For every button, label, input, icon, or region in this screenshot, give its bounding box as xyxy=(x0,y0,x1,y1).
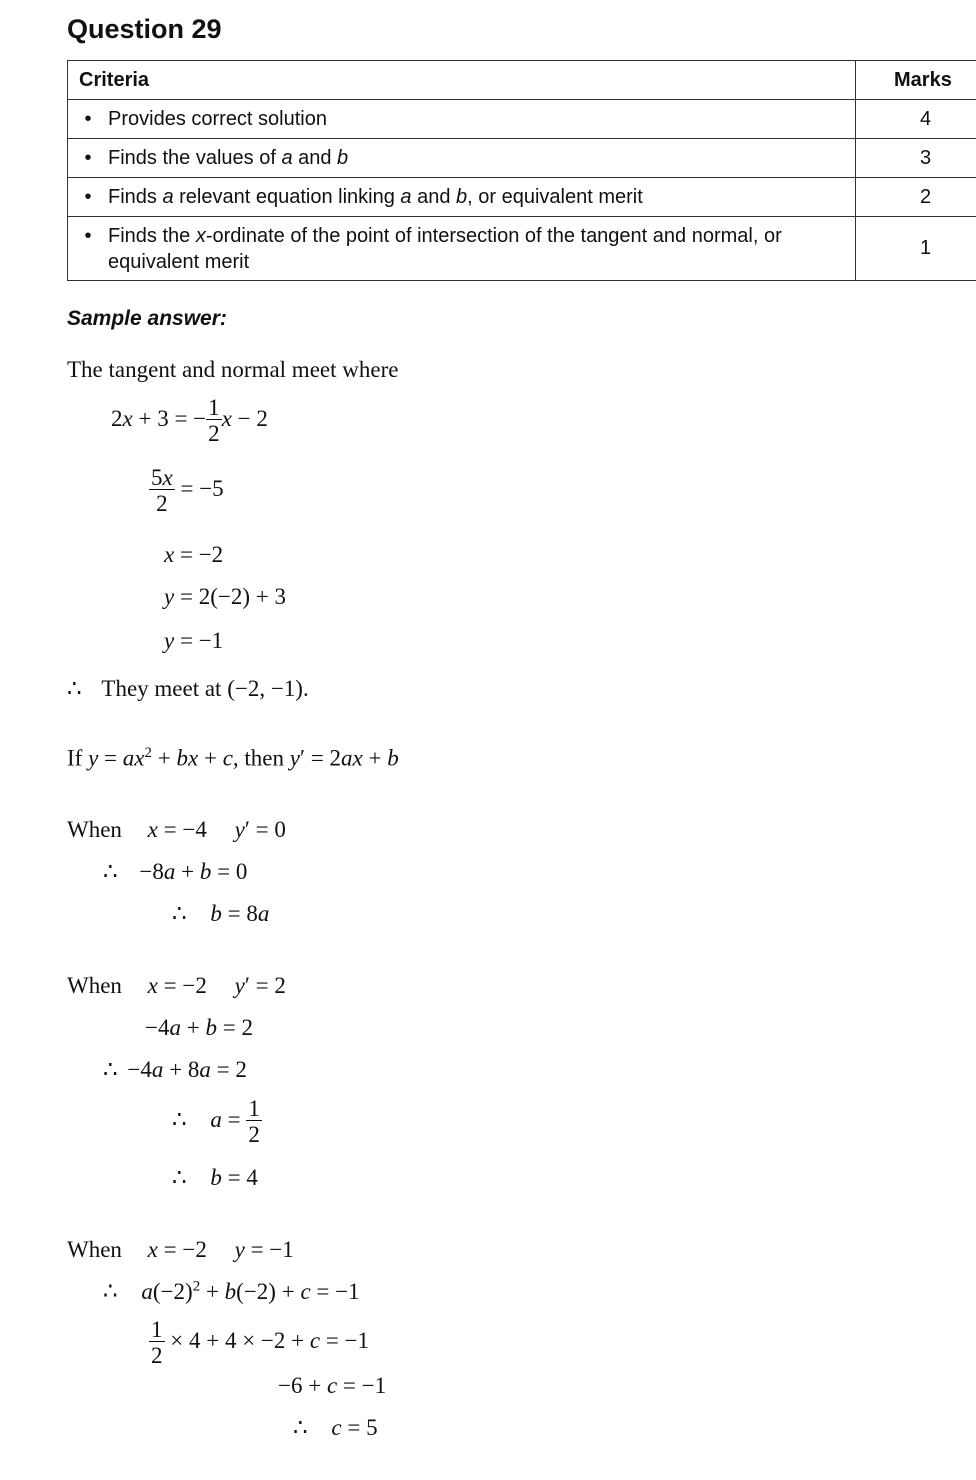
criteria-text: Finds the x-ordinate of the point of intersection of the tangent and normal, or equivalent merit xyxy=(108,224,782,273)
marks-header: Marks xyxy=(856,61,976,100)
therefore-icon: ∴ xyxy=(293,1415,308,1440)
table-row xyxy=(68,178,976,217)
criteria-text: Provides correct solution xyxy=(108,108,327,130)
therefore-icon: ∴ xyxy=(103,1057,118,1082)
derivative-line: If $y = ax^2$ + bx + c, then y′ = 2ax + b xyxy=(67,745,399,771)
equation-line: ∴ a = $\frac{1}{2}$ xyxy=(172,1096,260,1147)
bullet-icon: • xyxy=(84,186,92,208)
therefore-icon: ∴ xyxy=(67,676,82,701)
marks-value: 2 xyxy=(856,178,976,217)
equation-line: When x = −2 y = −1 xyxy=(67,1237,294,1262)
therefore-icon: ∴ xyxy=(103,1278,118,1304)
solution-intro: The tangent and normal meet where xyxy=(67,357,399,382)
equation-line: When x = −4 y′ = 0 xyxy=(67,817,286,842)
equation-line: $\frac{5x}{2}$ = −5 xyxy=(151,465,224,516)
bullet-icon: • xyxy=(84,147,92,169)
equation-line: ∴ −8a + b = 0 xyxy=(103,859,248,884)
therefore-icon: ∴ xyxy=(172,1106,187,1132)
equation-line: ∴ b = 8a xyxy=(172,901,270,926)
equation-line: ∴ $a(-2)^2 + b(-2) + c = -1$ xyxy=(103,1278,360,1304)
conclusion-line: ∴ They meet at (−2, −1). xyxy=(67,676,309,701)
equation-line: ∴ b = 4 xyxy=(172,1165,258,1190)
marks-value: 1 xyxy=(856,217,976,281)
equation-line: 2x + 3 = − $\frac{1}{2}$ x − 2 xyxy=(111,395,268,446)
marks-value: 3 xyxy=(856,139,976,178)
table-header-row xyxy=(68,61,976,100)
marking-criteria-table xyxy=(67,60,976,281)
equation-line: −4a + b = 2 xyxy=(145,1015,253,1040)
therefore-icon: ∴ xyxy=(103,859,118,884)
criteria-text: Finds a relevant equation linking a and b, or equivalent merit xyxy=(108,186,643,208)
bullet-icon: • xyxy=(84,224,92,247)
criteria-text: Finds the values of a and b xyxy=(108,147,349,169)
table-row xyxy=(68,139,976,178)
equation-line: $\frac{1}{2}$ × 4 + 4 × −2 + c = −1 xyxy=(151,1317,370,1368)
marks-value: 4 xyxy=(856,100,976,139)
equation-line: ∴ c = 5 xyxy=(293,1415,378,1440)
equation-line: y = 2(−2) + 3 xyxy=(164,584,286,609)
criteria-header: Criteria xyxy=(68,61,856,100)
equation-line: y = −1 xyxy=(164,628,224,653)
bullet-icon: • xyxy=(84,108,92,130)
equation-line: x = −2 xyxy=(164,542,224,567)
equation-line: −6 + c = −1 xyxy=(278,1373,387,1398)
therefore-icon: ∴ xyxy=(172,901,187,926)
equation-line: When x = −2 y′ = 2 xyxy=(67,973,286,998)
table-row xyxy=(68,100,976,139)
table-row xyxy=(68,217,976,281)
therefore-icon: ∴ xyxy=(172,1165,187,1190)
equation-line: ∴ −4a + 8a = 2 xyxy=(103,1057,247,1082)
page-title: Question 29 xyxy=(67,14,222,44)
sample-answer-label: Sample answer: xyxy=(67,307,227,330)
